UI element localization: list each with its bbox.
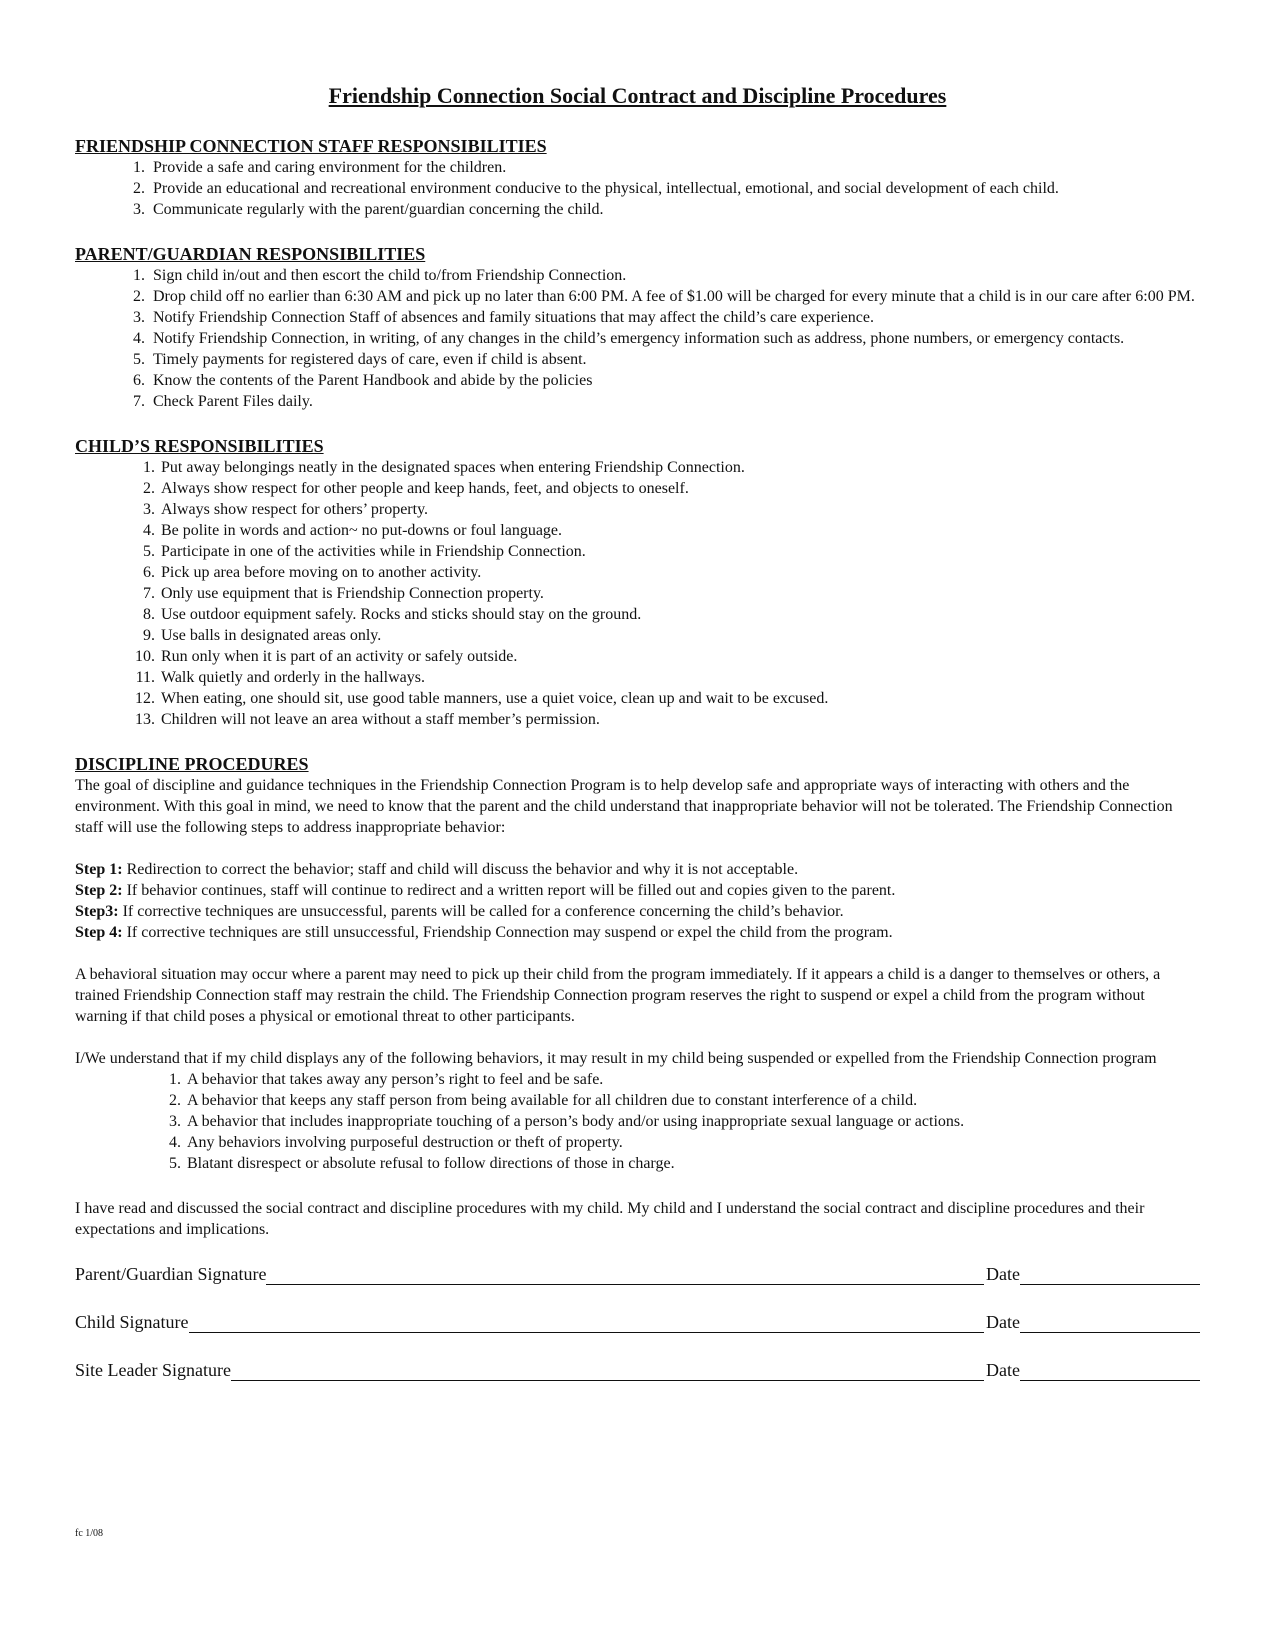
list-item: 8. Use outdoor equipment safely. Rocks and sticks should stay on the ground. [143,606,642,623]
leader-date-field[interactable] [1020,1364,1200,1381]
list-item: 7. Check Parent Files daily. [133,393,313,410]
list-item: 4. Notify Friendship Connection, in writing, of any changes in the child’s emergency information such as address, phone numbers, or emergency contacts. [133,330,1125,347]
list-item: 2. A behavior that keeps any staff person from being available for all children due to constant interference of a child. [169,1092,918,1109]
parent-signature-field[interactable] [266,1268,984,1285]
staff-list [75,157,1200,220]
list-item: 10. Run only when it is part of an activity or safely outside. [135,648,518,665]
list-item: 7. Only use equipment that is Friendship Connection property. [143,585,544,602]
list-item: 2. Provide an educational and recreational environment conducive to the physical, intellectual, emotional, and social development of each child. [133,180,1059,197]
step-item: Step 2: If behavior continues, staff will continue to redirect and a written report will be filled out and copies given to the parent. [75,882,896,899]
form-code: fc 1/08 [75,1528,104,1539]
parent-list [75,265,1200,412]
list-item: 1. Put away belongings neatly in the designated spaces when entering Friendship Connection. [143,459,745,476]
list-item: 11. Walk quietly and orderly in the hallways. [135,669,425,686]
leader-signature-label: Site Leader Signature [75,1360,231,1380]
step-item: Step3: If corrective techniques are unsuccessful, parents will be called for a conference concerning the child’s behavior. [75,903,844,920]
child-signature-field[interactable] [189,1316,985,1333]
discipline-steps [75,859,1200,943]
child-date-field[interactable] [1020,1316,1200,1333]
date-label: Date [986,1312,1020,1332]
document-page [75,82,1200,1405]
list-item: 2. Always show respect for other people and keep hands, feet, and objects to oneself. [143,480,689,497]
list-item: 6. Pick up area before moving on to another activity. [143,564,482,581]
step-item: Step 4: If corrective techniques are still unsuccessful, Friendship Connection may suspend or expel the child from the program. [75,924,893,941]
parent-date-field[interactable] [1020,1268,1200,1285]
behavior-list [75,1069,1200,1174]
list-item: 2. Drop child off no earlier than 6:30 AM and pick up no later than 6:00 PM. A fee of $1.00 will be charged for every minute that a child is in our care after 6:00 PM. [133,288,1195,305]
parent-heading: PARENT/GUARDIAN RESPONSIBILITIES [75,244,426,264]
parent-signature-row [75,1261,1200,1285]
list-item: 4. Be polite in words and action~ no put-downs or foul language. [143,522,563,539]
child-signature-label: Child Signature [75,1312,189,1332]
staff-heading: FRIENDSHIP CONNECTION STAFF RESPONSIBILITIES [75,136,547,156]
list-item: 1. Sign child in/out and then escort the child to/from Friendship Connection. [133,267,627,284]
list-item: 12. When eating, one should sit, use good table manners, use a quiet voice, clean up and wait to be excused. [135,690,829,707]
understand-paragraph: I/We understand that if my child displays any of the following behaviors, it may result in my child being suspended or expelled from the Friendship Connection program [75,1050,1157,1067]
list-item: 3. A behavior that includes inappropriate touching of a person’s body and/or using inappropriate sexual language or actions. [169,1113,965,1130]
leader-signature-field[interactable] [231,1364,984,1381]
list-item: 3. Notify Friendship Connection Staff of absences and family situations that may affect the child’s care experience. [133,309,874,326]
list-item: 4. Any behaviors involving purposeful destruction or theft of property. [169,1134,623,1151]
list-item: 1. Provide a safe and caring environment for the children. [133,159,507,176]
list-item: 5. Participate in one of the activities while in Friendship Connection. [143,543,586,560]
discipline-heading: DISCIPLINE PROCEDURES [75,754,309,774]
agreement-paragraph: I have read and discussed the social contract and discipline procedures with my child. My child and I understand the social contract and discipline procedures and their expectations and implications. [75,1200,1145,1238]
list-item: 1. A behavior that takes away any person’s right to feel and be safe. [169,1071,604,1088]
discipline-intro: The goal of discipline and guidance techniques in the Friendship Connection Program is to help develop safe and appropriate ways of interacting with others and the environment. With this goal in mind, we need to know that the parent and the child understand that inappropriate behavior will not be tolerated. The Friendship Connection staff will use the following steps to address inappropriate behavior: [75,777,1173,836]
step-item: Step 1: Redirection to correct the behavior; staff and child will discuss the behavior and why it is not acceptable. [75,861,799,878]
list-item: 13. Children will not leave an area without a staff member’s permission. [135,711,600,728]
leader-signature-row [75,1357,1200,1381]
list-item: 5. Timely payments for registered days of care, even if child is absent. [133,351,587,368]
date-label: Date [986,1360,1020,1380]
signature-block [75,1261,1200,1381]
list-item: 3. Always show respect for others’ property. [143,501,429,518]
list-item: 6. Know the contents of the Parent Handbook and abide by the policies [133,372,593,389]
parent-signature-label: Parent/Guardian Signature [75,1264,267,1284]
situation-paragraph: A behavioral situation may occur where a parent may need to pick up their child from the program immediately. If it appears a child is a danger to themselves or others, a trained Friendship Connection staff may restrain the child. The Friendship Connection program reserves the right to suspend or expel a child from the program without warning if that child poses a physical or emotional threat to other participants. [75,966,1161,1025]
child-list [75,457,1200,730]
page-title: Friendship Connection Social Contract and Discipline Procedures [328,83,947,108]
date-label: Date [986,1264,1020,1284]
list-item: 3. Communicate regularly with the parent/guardian concerning the child. [133,201,604,218]
child-signature-row [75,1309,1200,1333]
list-item: 9. Use balls in designated areas only. [143,627,382,644]
child-heading: CHILD’S RESPONSIBILITIES [75,436,324,456]
list-item: 5. Blatant disrespect or absolute refusal to follow directions of those in charge. [169,1155,675,1172]
